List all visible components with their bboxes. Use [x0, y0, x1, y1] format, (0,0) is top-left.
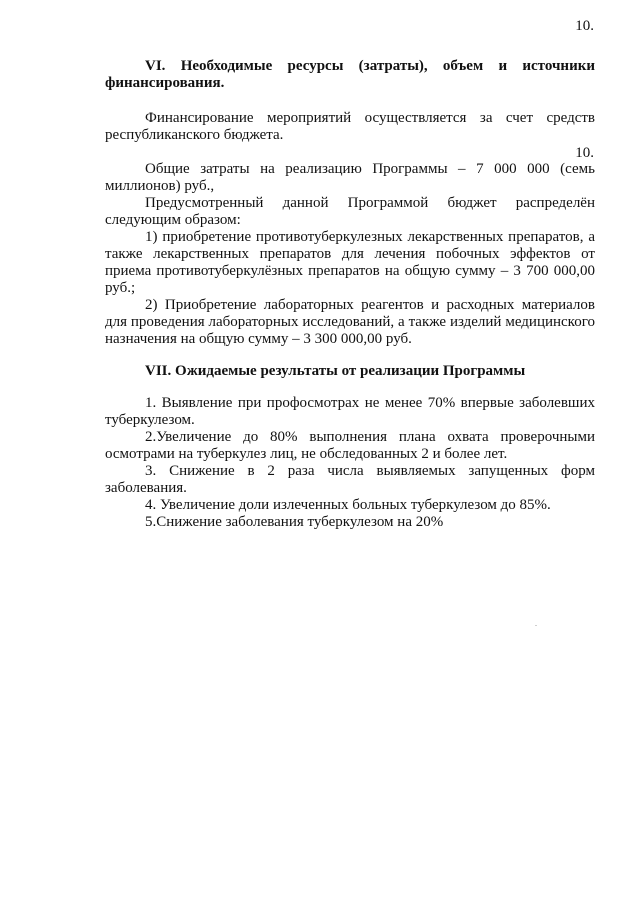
repeated-page-number: 10.: [575, 145, 594, 161]
page-number: 10.: [575, 18, 594, 34]
result-item-3: 3. Снижение в 2 раза числа выявляемых запущенных форм заболевания.: [105, 463, 595, 496]
result-item-1: 1. Выявление при профосмотрах не менее 70% впервые заболевших туберкулезом.: [105, 395, 595, 428]
budget-item-2: 2) Приобретение лабораторных реагентов и расходных материалов для проведения лабораторных исследований, а также изделий медицинского назначения на общую сумму – 3 300 000,00 руб.: [105, 297, 595, 347]
section-7-heading: VII. Ожидаемые результаты от реализации Программы: [145, 363, 526, 379]
section-6-heading: VI. Необходимые ресурсы (затраты), объем и источники финансирования.: [105, 58, 595, 91]
budget-item-1: 1) приобретение противотуберкулезных лекарственных препаратов, а также лекарственных препаратов для лечения побочных эффектов от приема противотуберкулёзных препаратов на общую сумму – 3 700 000,00 руб.;: [105, 229, 595, 296]
scan-speck: [535, 625, 537, 626]
distribution-intro-paragraph: Предусмотренный данной Программой бюджет распределён следующим образом:: [105, 195, 595, 228]
result-item-2: 2.Увеличение до 80% выполнения плана охвата проверочными осмотрами на туберкулез лиц, не обследованных 2 и более лет.: [105, 429, 595, 462]
funding-paragraph: Финансирование мероприятий осуществляется за счет средств республиканского бюджета.: [105, 110, 595, 143]
total-costs-paragraph: Общие затраты на реализацию Программы – 7 000 000 (семь миллионов) руб.,: [105, 161, 595, 194]
result-item-4: 4. Увеличение доли излеченных больных туберкулезом до 85%.: [145, 497, 551, 513]
result-item-5: 5.Снижение заболевания туберкулезом на 20%: [145, 514, 444, 530]
